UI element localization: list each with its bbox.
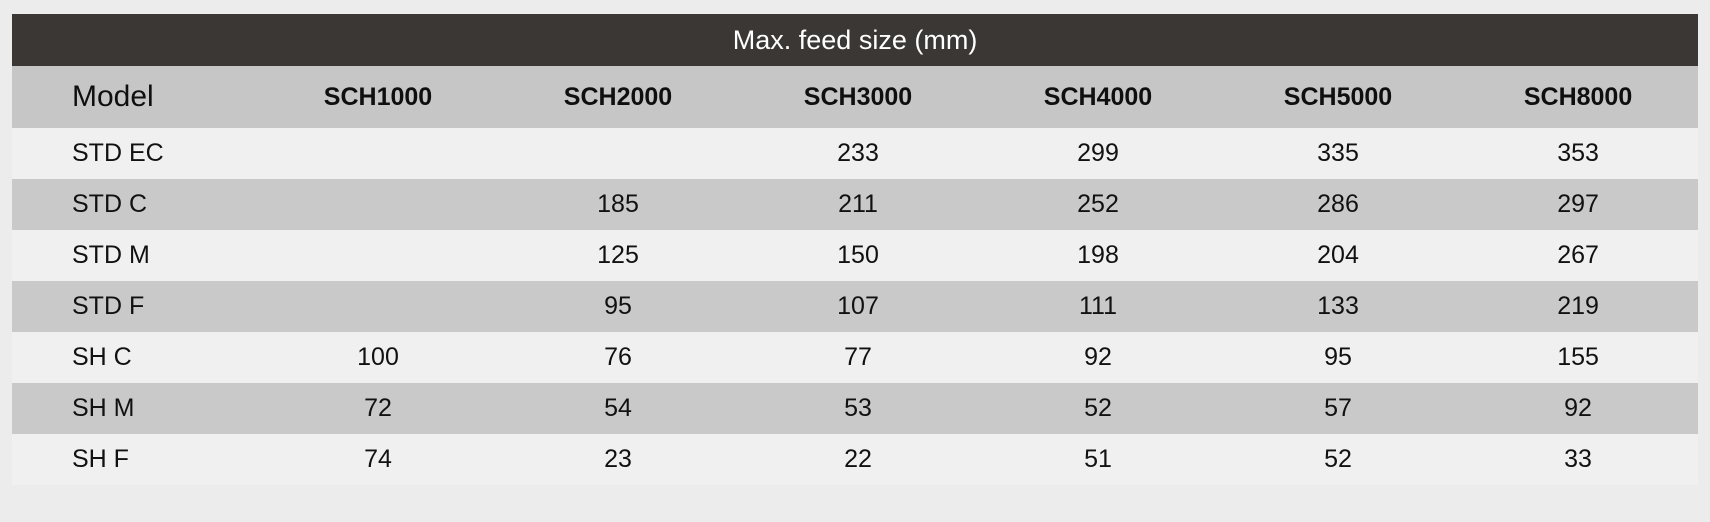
table-head xyxy=(12,14,1698,128)
cell-value: 92 xyxy=(978,332,1218,383)
cell-value: 297 xyxy=(1458,179,1698,230)
column-header-sch2000: SCH2000 xyxy=(498,66,738,128)
row-label: SH C xyxy=(12,332,258,383)
cell-value: 185 xyxy=(498,179,738,230)
column-header-sch5000: SCH5000 xyxy=(1218,66,1458,128)
cell-value: 155 xyxy=(1458,332,1698,383)
cell-value: 211 xyxy=(738,179,978,230)
cell-value xyxy=(258,179,498,230)
cell-value: 77 xyxy=(738,332,978,383)
cell-value: 111 xyxy=(978,281,1218,332)
cell-value: 150 xyxy=(738,230,978,281)
cell-value: 95 xyxy=(1218,332,1458,383)
column-header-sch8000: SCH8000 xyxy=(1458,66,1698,128)
table-row xyxy=(12,230,1698,281)
column-header-sch4000: SCH4000 xyxy=(978,66,1218,128)
cell-value: 335 xyxy=(1218,128,1458,179)
cell-value: 107 xyxy=(738,281,978,332)
cell-value: 204 xyxy=(1218,230,1458,281)
cell-value: 23 xyxy=(498,434,738,485)
cell-value: 299 xyxy=(978,128,1218,179)
cell-value xyxy=(258,281,498,332)
cell-value: 198 xyxy=(978,230,1218,281)
table-body xyxy=(12,128,1698,485)
row-label: SH F xyxy=(12,434,258,485)
cell-value: 353 xyxy=(1458,128,1698,179)
table-row xyxy=(12,332,1698,383)
cell-value: 51 xyxy=(978,434,1218,485)
cell-value: 72 xyxy=(258,383,498,434)
cell-value: 54 xyxy=(498,383,738,434)
table-row xyxy=(12,179,1698,230)
row-label: STD M xyxy=(12,230,258,281)
table-row xyxy=(12,383,1698,434)
table-title-row xyxy=(12,14,1698,66)
cell-value: 252 xyxy=(978,179,1218,230)
cell-value: 57 xyxy=(1218,383,1458,434)
max-feed-size-table xyxy=(12,14,1698,485)
cell-value: 22 xyxy=(738,434,978,485)
table-header-row xyxy=(12,66,1698,128)
cell-value: 95 xyxy=(498,281,738,332)
cell-value xyxy=(258,230,498,281)
cell-value: 125 xyxy=(498,230,738,281)
cell-value: 33 xyxy=(1458,434,1698,485)
cell-value: 76 xyxy=(498,332,738,383)
cell-value: 100 xyxy=(258,332,498,383)
feed-size-table-container xyxy=(12,14,1698,485)
row-label: SH M xyxy=(12,383,258,434)
row-label: STD F xyxy=(12,281,258,332)
table-row xyxy=(12,128,1698,179)
cell-value xyxy=(258,128,498,179)
cell-value: 219 xyxy=(1458,281,1698,332)
table-title: Max. feed size (mm) xyxy=(12,14,1698,66)
cell-value: 233 xyxy=(738,128,978,179)
cell-value: 267 xyxy=(1458,230,1698,281)
cell-value: 53 xyxy=(738,383,978,434)
column-header-sch3000: SCH3000 xyxy=(738,66,978,128)
cell-value xyxy=(498,128,738,179)
table-row xyxy=(12,281,1698,332)
cell-value: 52 xyxy=(1218,434,1458,485)
cell-value: 52 xyxy=(978,383,1218,434)
cell-value: 286 xyxy=(1218,179,1458,230)
cell-value: 133 xyxy=(1218,281,1458,332)
row-label: STD C xyxy=(12,179,258,230)
table-row xyxy=(12,434,1698,485)
column-header-model: Model xyxy=(12,66,258,128)
cell-value: 74 xyxy=(258,434,498,485)
column-header-sch1000: SCH1000 xyxy=(258,66,498,128)
cell-value: 92 xyxy=(1458,383,1698,434)
row-label: STD EC xyxy=(12,128,258,179)
